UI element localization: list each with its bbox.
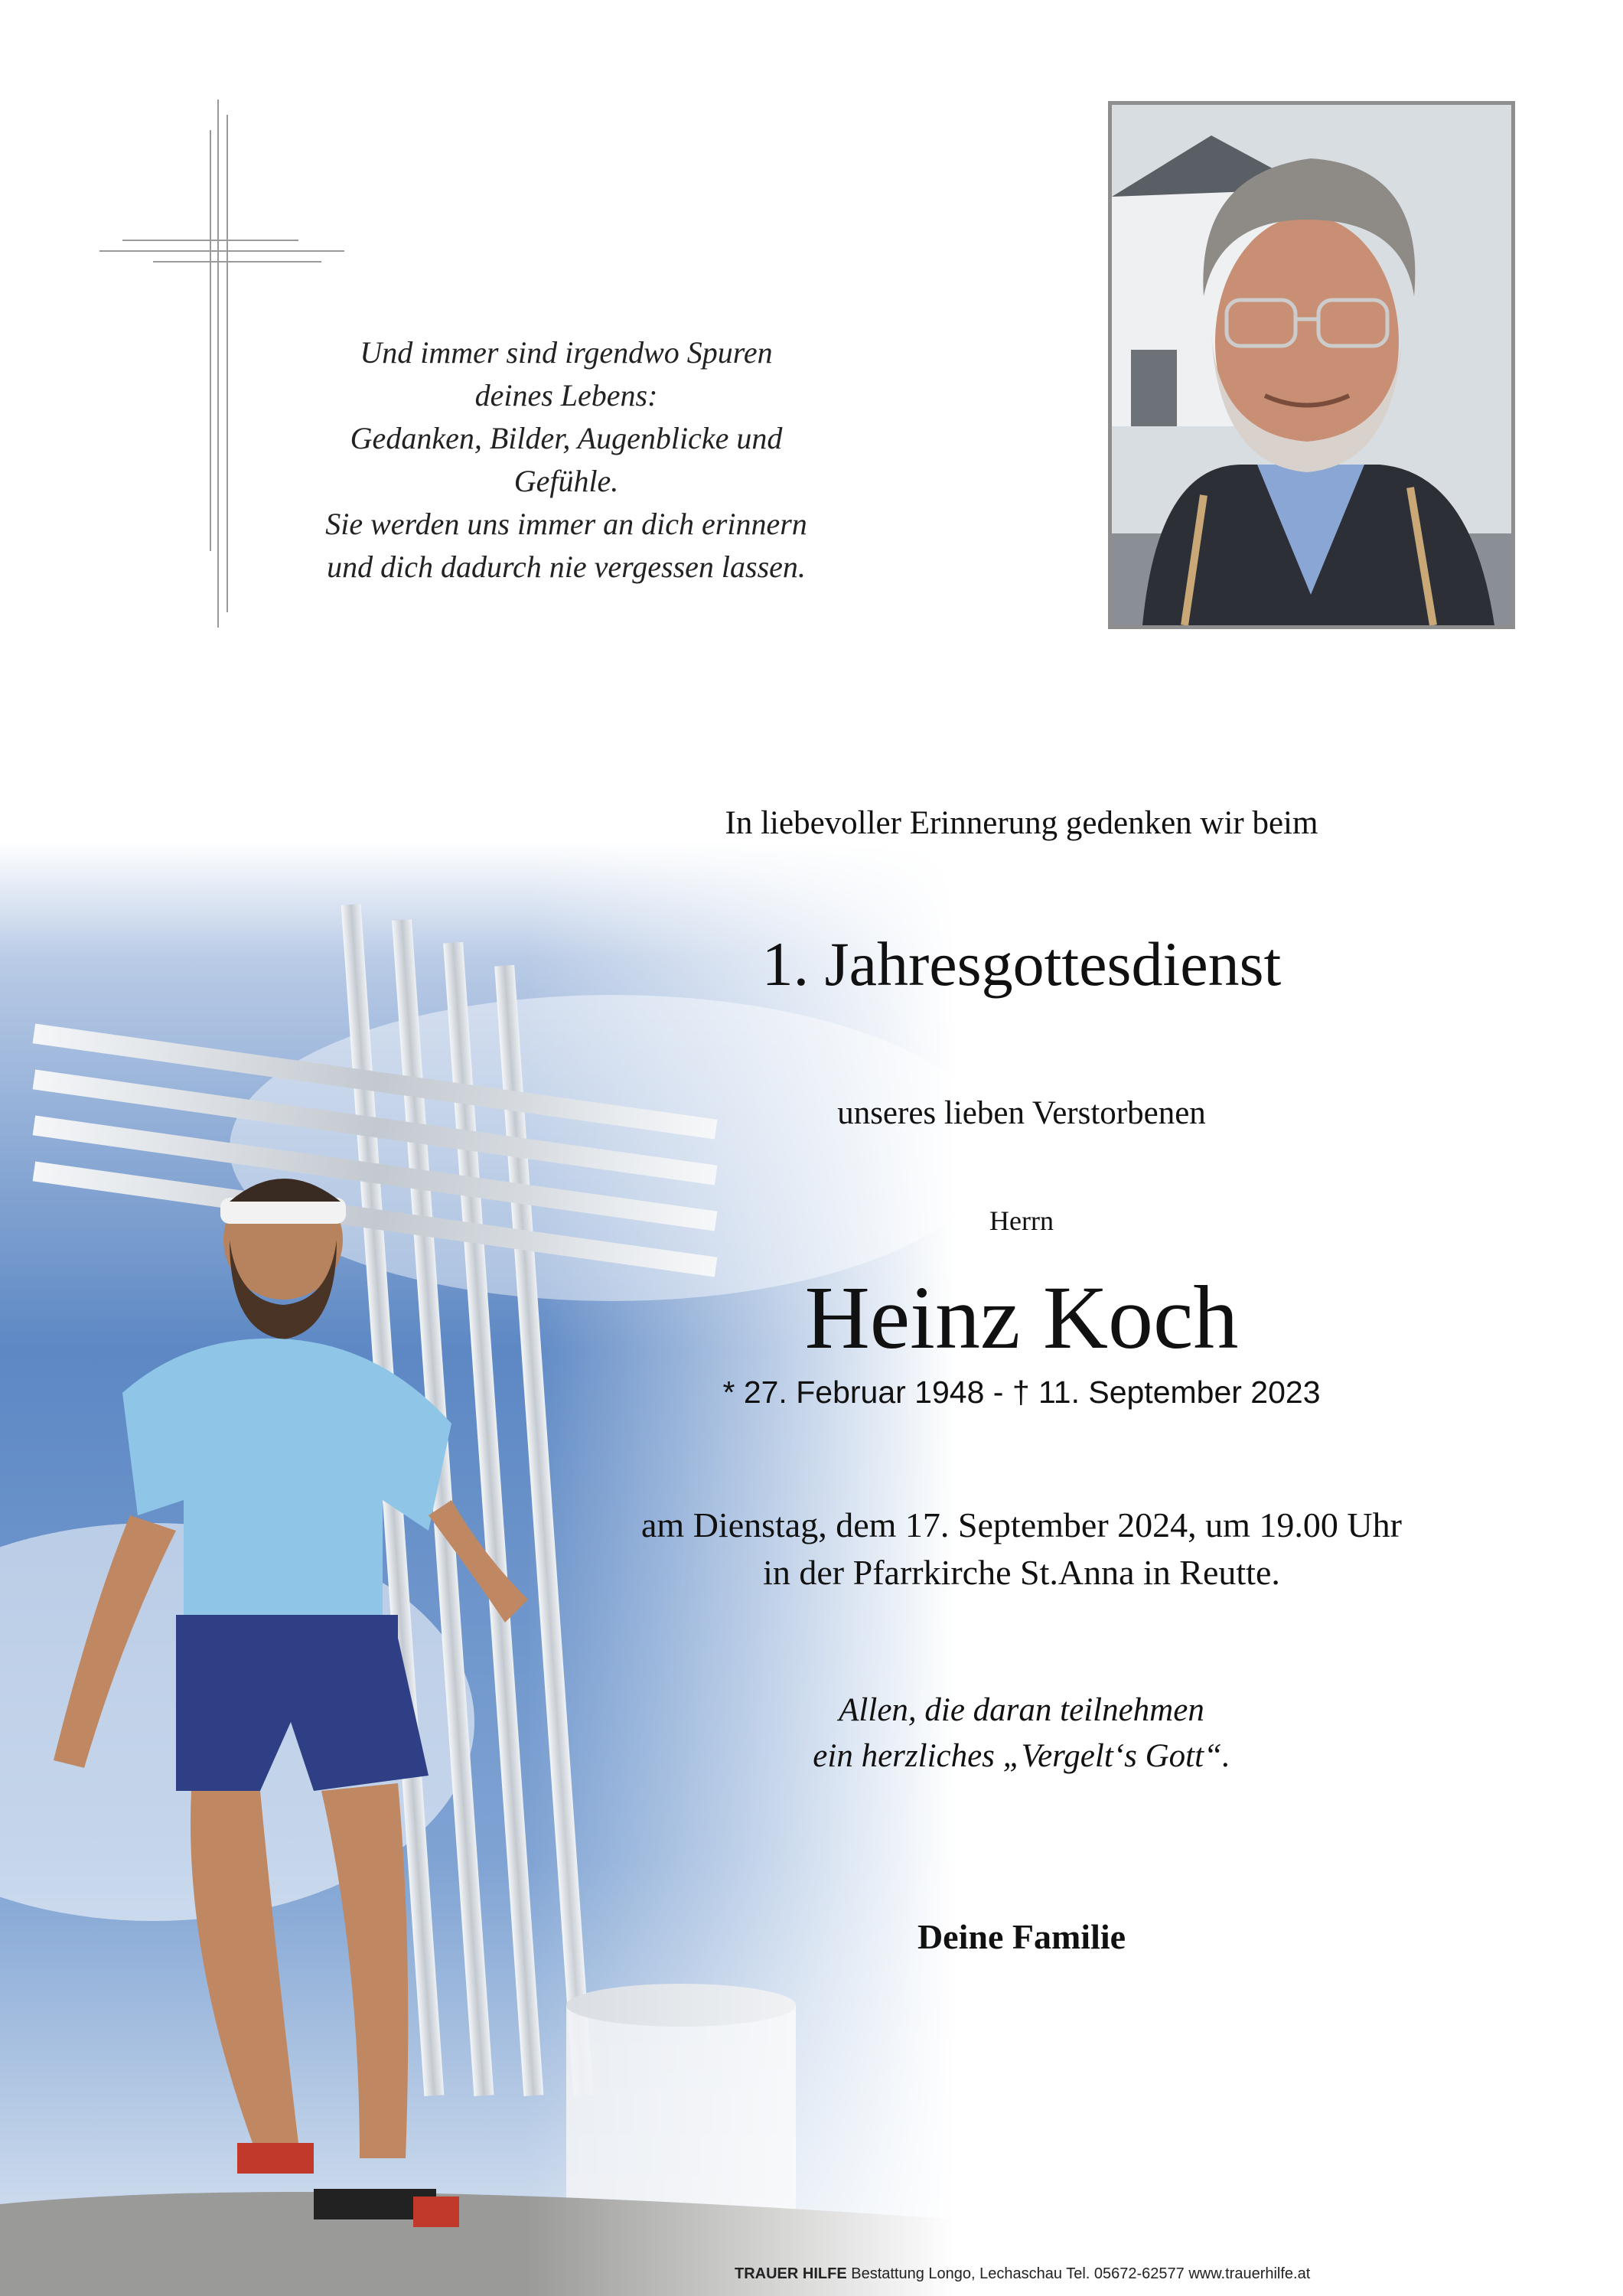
- poem-line: Sie werden uns immer an dich erinnern: [325, 507, 807, 541]
- service-title: 1. Jahresgottesdienst: [761, 929, 1282, 999]
- life-dates: * 27. Februar 1948 - † 11. September 2023: [722, 1375, 1321, 1410]
- service-location: in der Pfarrkirche St.Anna in Reutte.: [763, 1553, 1280, 1592]
- deceased-name: Heinz Koch: [804, 1267, 1239, 1368]
- thanks-text: [582, 1688, 1462, 1779]
- subtitle-text: unseres lieben Verstorbenen: [837, 1095, 1206, 1131]
- footer-text: Bestattung Longo, Lechaschau Tel. 05672-62577 www.trauerhilfe.at: [851, 2265, 1311, 2282]
- thanks-line: ein herzliches „Vergelt‘s Gott“.: [813, 1738, 1230, 1774]
- thanks-line: Allen, die daran teilnehmen: [839, 1692, 1204, 1728]
- poem-line: und dich dadurch nie vergessen lassen.: [327, 550, 806, 584]
- service-datetime: am Dienstag, dem 17. September 2024, um 19.00 Uhr: [641, 1505, 1402, 1544]
- poem-line: Gedanken, Bilder, Augenblicke und Gefühle.: [350, 421, 783, 498]
- cross-icon: [99, 99, 344, 628]
- footer-credit: [735, 2263, 1310, 2285]
- service-details: [582, 1502, 1462, 1596]
- footer-brand: TRAUER HILFE: [735, 2265, 847, 2282]
- memorial-poem: [321, 331, 811, 589]
- poem-line: Und immer sind irgendwo Spuren deines Lebens:: [360, 335, 773, 413]
- intro-text: In liebevoller Erinnerung gedenken wir beim: [725, 805, 1318, 841]
- family-signature: Deine Familie: [917, 1917, 1126, 1956]
- salutation: Herrn: [989, 1205, 1054, 1236]
- portrait-photo: [1108, 101, 1515, 629]
